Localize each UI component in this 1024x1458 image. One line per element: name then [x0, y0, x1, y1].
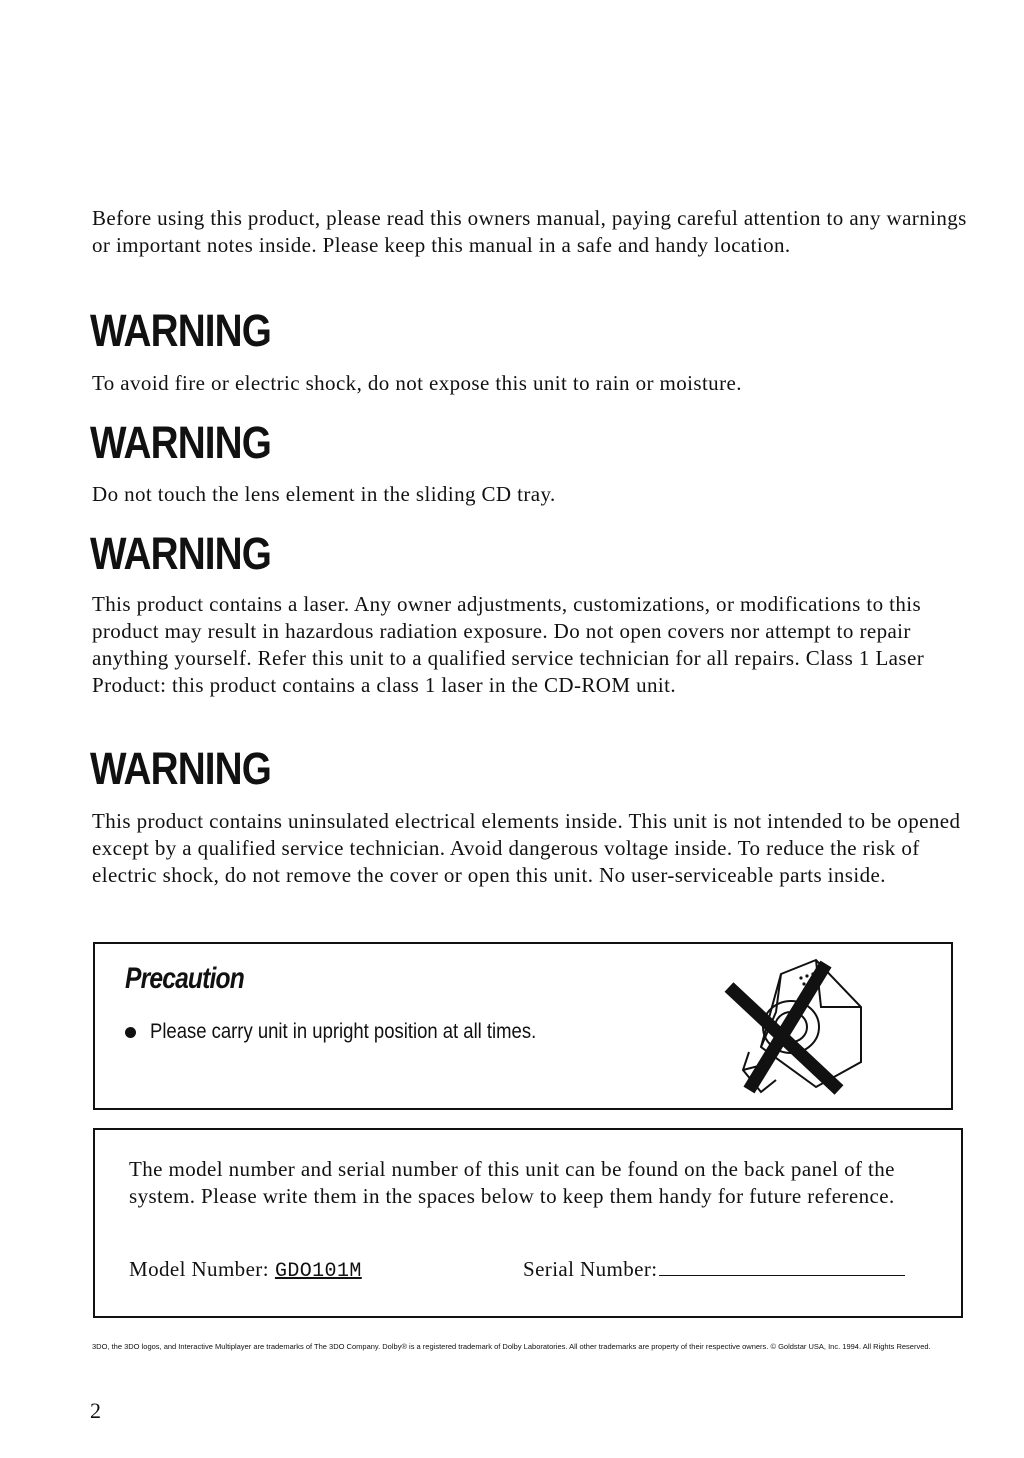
trademark-footnote: 3DO, the 3DO logos, and Interactive Multiplayer are trademarks of The 3DO Company. Dolby® is a registered trademark of Dolby Laboratories. All other trademarks are property of their respective owners. © Goldstar USA, Inc. 1994. All Rights Reserved. [92, 1342, 931, 1351]
warning-text-1: To avoid fire or electric shock, do not expose this unit to rain or moisture. [92, 371, 742, 395]
warning-text-3: This product contains a laser. Any owner adjustments, customizations, or modifications to this product may result in hazardous radiation exposure. Do not open covers nor attempt to repair anything yourself. Refer this unit to a qualified service technician for all repairs. Class 1 Laser Product: this product contains a class 1 laser in the CD-ROM unit. [92, 592, 925, 697]
serial-number-field [523, 1256, 905, 1283]
model-serial-instructions: The model number and serial number of this unit can be found on the back panel of the system. Please write them in the spaces below to keep them handy for future reference. [129, 1157, 895, 1208]
model-number-label: Model Number: [129, 1257, 269, 1281]
page-number: 2 [90, 1398, 101, 1423]
warning-heading-2: WARNING [90, 417, 272, 468]
serial-number-label: Serial Number: [523, 1257, 658, 1281]
model-number-value: GDO101M [274, 1260, 362, 1283]
bullet-icon [125, 1027, 136, 1038]
warning-heading-3: WARNING [90, 528, 272, 579]
precaution-item-text: Please carry unit in upright position at all times. [150, 1020, 537, 1043]
intro-paragraph: Before using this product, please read this owners manual, paying careful attention to any warnings or important notes inside. Please keep this manual in a safe and handy location. [92, 206, 967, 257]
precaution-box [93, 942, 953, 1110]
serial-number-blank [659, 1257, 905, 1276]
model-serial-box [93, 1128, 963, 1318]
warning-heading-4: WARNING [90, 743, 272, 794]
warning-heading-1: WARNING [90, 305, 272, 356]
precaution-item [125, 1020, 589, 1044]
warning-text-4: This product contains uninsulated electrical elements inside. This unit is not intended to be opened except by a qualified service technician. Avoid dangerous voltage inside. To reduce the risk of electric shock, do not remove the cover or open this unit. No user-serviceable parts inside. [92, 809, 961, 887]
crossed-out-tilted-unit-icon [721, 952, 871, 1097]
precaution-title: Precaution [125, 962, 244, 995]
model-number-field [129, 1256, 362, 1285]
warning-text-2: Do not touch the lens element in the sliding CD tray. [92, 482, 556, 506]
